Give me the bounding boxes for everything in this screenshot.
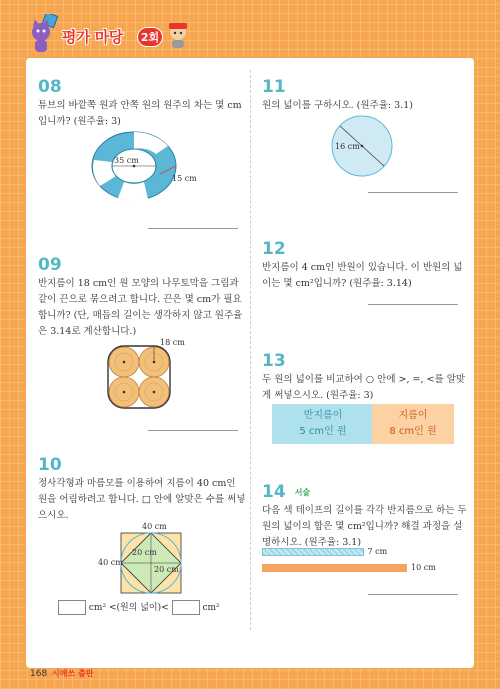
question-13 [262, 352, 470, 404]
tape-bar-7cm [262, 548, 364, 556]
question-number: 12 [262, 239, 286, 259]
section-title: 평가 마당 [62, 28, 123, 46]
unit-left: cm² [88, 603, 107, 613]
column-divider [250, 70, 251, 630]
question-number: 13 [262, 351, 286, 371]
unit-right: cm² [202, 603, 220, 613]
answer-line-12 [368, 304, 458, 305]
question-number: 09 [38, 255, 62, 275]
question-text: 튜브의 바깥쪽 원과 안쪽 원의 원주의 차는 몇 cm입니까? (원주율: 3) [38, 100, 242, 127]
answer-line-11 [368, 192, 458, 193]
publisher-logo: 시매쓰 출판 [52, 669, 94, 678]
inner-label-2: 20 cm [154, 565, 179, 574]
area-inequality [58, 600, 220, 615]
question-text: 반지름이 18 cm인 원 모양의 나무토막을 그림과 같이 끈으로 묶으려고 합니다. 끈은 몇 cm가 필요합니까? (단, 매듭의 길이는 생각하지 않고 원주율은 3.14로 계산합니다.) [38, 278, 243, 337]
answer-line-09 [148, 430, 238, 431]
chip-left-line2: 5 cm인 원 [299, 426, 347, 437]
compare-chip-left [272, 404, 374, 444]
cat-mascot-icon [28, 14, 62, 54]
square-left-label: 40 cm [98, 558, 123, 567]
question-number: 10 [38, 455, 62, 475]
question-09 [38, 256, 246, 340]
answer-box-left[interactable] [58, 600, 86, 615]
tube-outer-label: 15 cm [172, 174, 197, 183]
diameter-label: 16 cm [335, 142, 360, 151]
inner-label-1: 20 cm [132, 548, 157, 557]
compare-chip-right [372, 404, 454, 444]
tape-bar-10cm [262, 564, 407, 572]
descriptive-tag: 서술 [294, 488, 311, 497]
question-text: 다음 색 테이프의 길이를 각각 반지름으로 하는 두 원의 넓이의 합은 몇 cm²입니까? 해결 과정을 설명하시오. (원주율: 3.1) [262, 505, 467, 548]
chip-right-line1: 지름이 [398, 410, 428, 421]
question-08 [38, 78, 246, 130]
round-badge: 2회 [137, 27, 163, 47]
question-number: 11 [262, 77, 286, 97]
question-11 [262, 78, 470, 114]
question-14 [262, 482, 470, 551]
chip-left-line1: 반지름이 [303, 410, 343, 421]
log-radius-label: 18 cm [160, 338, 185, 347]
page-header [0, 0, 500, 60]
answer-line-08 [148, 228, 238, 229]
tape-bar-7cm-label: 7 cm [367, 547, 388, 556]
question-number: 14 [262, 482, 286, 502]
question-text: 정사각형과 마름모를 이용하여 지름이 40 cm인 원을 어림하려고 합니다. □ 안에 알맞은 수를 써넣으시오. [38, 478, 246, 521]
wood-logs-figure [104, 338, 174, 412]
question-text: 원의 넓이를 구하시오. (원주율: 3.1) [262, 100, 413, 111]
chip-right-line2: 8 cm인 원 [389, 426, 437, 437]
tape-bar-10cm-label: 10 cm [411, 563, 436, 572]
tube-inner-label: 35 cm [114, 156, 139, 165]
inequality-text: <(원의 넓이)< [108, 603, 169, 613]
square-rhombus-figure [118, 530, 184, 596]
question-10 [38, 456, 246, 524]
question-text: 두 원의 넓이를 비교하여 ○ 안에 >, =, <를 알맞게 써넣으시오. (원주율: 3) [262, 374, 466, 401]
question-12 [262, 240, 470, 292]
page-number: 168 [30, 669, 48, 679]
tube-figure [88, 126, 198, 206]
answer-line-14 [368, 594, 458, 595]
question-text: 반지름이 4 cm인 반원이 있습니다. 이 반원의 넓이는 몇 cm²입니까? (원주율: 3.14) [262, 262, 463, 289]
question-number: 08 [38, 77, 62, 97]
square-top-label: 40 cm [142, 522, 167, 531]
answer-box-right[interactable] [172, 600, 200, 615]
character-icon [167, 22, 189, 48]
